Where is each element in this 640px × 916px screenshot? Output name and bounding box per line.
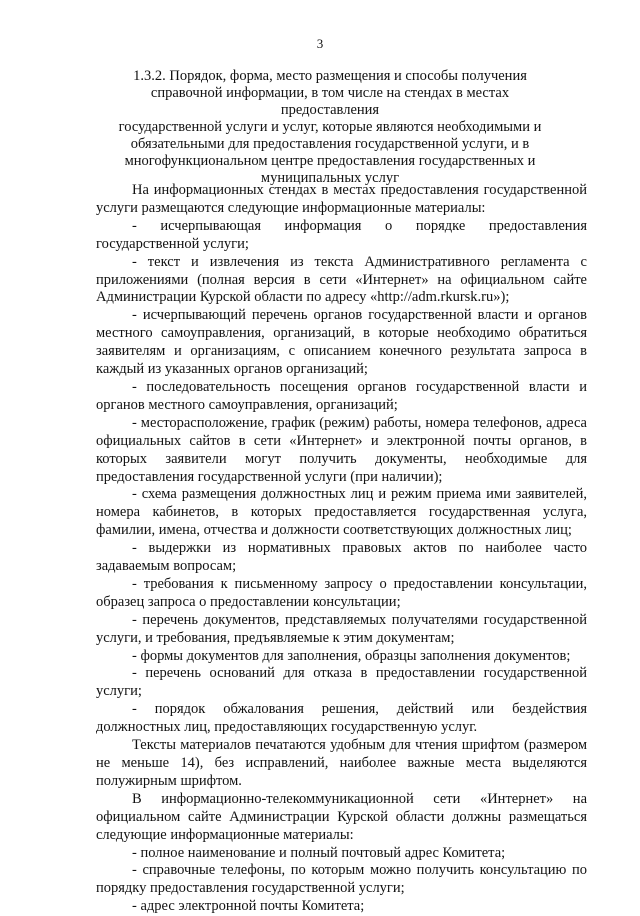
list-item: - схема размещения должностных лиц и режим приема ими заявителей, номера кабинетов, в которых предоставляется государственная услуга, фамилии, имена, отчества и должности соответствующих должностных лиц;	[96, 486, 587, 539]
heading-line: справочной информации, в том числе на стендах в местах предоставления	[150, 85, 510, 118]
intro-paragraph: На информационных стендах в местах предоставления государственной услуги размещаются следующие информационные материалы:	[96, 182, 587, 216]
list-item: - перечень оснований для отказа в предоставлении государственной услуги;	[96, 665, 587, 700]
list-item: - формы документов для заполнения, образцы заполнения документов;	[132, 647, 571, 664]
list-item: - последовательность посещения органов государственной власти и органов местного самоуправления, организаций;	[96, 378, 587, 413]
heading-line: муниципальных услуг	[260, 170, 400, 186]
heading-line: 1.3.2. Порядок, форма, место размещения и способы получения	[133, 68, 527, 84]
body-text	[96, 182, 587, 916]
font-requirements-paragraph: Тексты материалов печатаются удобным для чтения шрифтом (размером не меньше 14), без исправлений, наиболее важные места выделяются полужирным шрифтом.	[96, 737, 587, 789]
page-number: 3	[316, 36, 324, 51]
list-item: - исчерпывающий перечень органов государственной власти и органов местного самоуправления, организаций, в которые необходимо обратиться заявителям и организациям, с описанием конечного результата запроса в каждый из указанных органов организаций;	[96, 307, 587, 378]
heading-line: обязательными для предоставления государственной услуги, и в	[130, 136, 530, 152]
list-item: - выдержки из нормативных правовых актов по наиболее часто задаваемым вопросам;	[96, 540, 587, 575]
list-item: - адрес электронной почты Комитета;	[132, 898, 365, 915]
list-item: - перечень документов, представляемых получателями государственной услуги, и требования, предъявляемые к этим документам;	[96, 611, 587, 646]
list-item: - текст и извлечения из текста Административного регламента с приложениями (полная версия в сети «Интернет» на официальном сайте Администрации Курской области по адресу «http://adm.rkursk.ru»);	[96, 253, 587, 306]
list-item: - полное наименование и полный почтовый адрес Комитета;	[132, 844, 506, 861]
section-heading	[110, 68, 550, 187]
list-item: - порядок обжалования решения, действий или бездействия должностных лиц, предоставляющих государственную услуг.	[96, 701, 587, 736]
internet-materials-paragraph: В информационно-телекоммуникационной сети «Интернет» на официальном сайте Администрации Курской области должны размещаться следующие информационные материалы:	[96, 790, 587, 843]
list-item: - месторасположение, график (режим) работы, номера телефонов, адреса официальных сайтов в сети «Интернет» и электронной почты органов, в которых заявители могут получить документы, необходимые для предоставления государственной услуги (при наличии);	[96, 414, 587, 485]
heading-line: многофункциональном центре предоставления государственных и	[124, 153, 536, 169]
list-item: - требования к письменному запросу о предоставлении консультации, образец запроса о предоставлении консультации;	[96, 575, 587, 610]
list-item: - исчерпывающая информация о порядке предоставления государственной услуги;	[96, 217, 587, 252]
heading-line: государственной услуги и услуг, которые являются необходимыми и	[118, 119, 542, 135]
list-item: - справочные телефоны, по которым можно получить консультацию по порядку предоставления государственной услуги;	[96, 862, 587, 897]
